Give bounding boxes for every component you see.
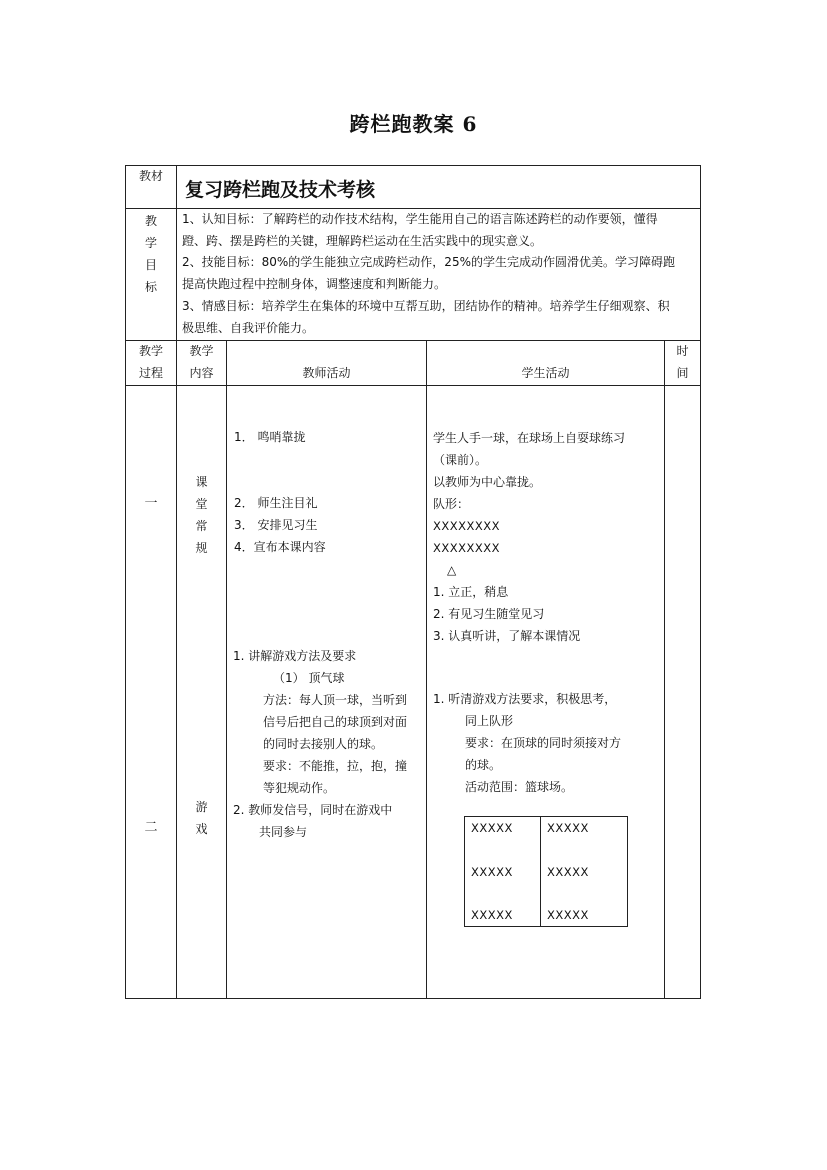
formation-cell: XXXXX (471, 865, 513, 879)
student-line: （课前）。 (433, 453, 488, 467)
content-char: 课 (195, 475, 208, 489)
teacher-line: 共同参与 (259, 825, 308, 839)
student-line: 学生人手一球，在球场上自耍球练习 (433, 431, 626, 445)
content-char: 堂 (195, 497, 208, 511)
formation-grid (464, 816, 628, 927)
student-line: 的球。 (465, 758, 502, 772)
table-border-top (125, 165, 701, 166)
teacher-line: 的同时去接别人的球。 (263, 737, 384, 751)
section1-content (177, 471, 226, 559)
formation-row: XXXXXXXX (433, 519, 501, 533)
teacher-line: 方法：每人顶一球，当听到 (263, 693, 408, 707)
teacher-line: 2. 教师发信号，同时在游戏中 (233, 803, 393, 817)
table-rule (426, 340, 427, 999)
col-header-content (177, 340, 226, 384)
formation-cell: XXXXX (471, 821, 513, 835)
student-line: 要求：在顶球的同时须接对方 (465, 736, 622, 750)
student-line: 2. 有见习生随堂见习 (433, 607, 545, 621)
teacher-line: 等犯规动作。 (263, 781, 336, 795)
teacher-triangle-icon: △ (447, 563, 457, 577)
col-header-text: 过程 (138, 366, 163, 380)
teacher-line: （1） 顶气球 (273, 671, 345, 685)
table-rule (176, 340, 177, 999)
section2-teacher (233, 645, 407, 843)
section2-content (177, 796, 226, 840)
col-header-text: 间 (676, 366, 689, 380)
student-line: 队形： (433, 497, 470, 511)
col-header-time (665, 340, 700, 384)
teacher-line: 1. 讲解游戏方法及要求 (233, 649, 357, 663)
goals-label-char: 学 (144, 236, 157, 250)
teacher-line: 信号后把自己的球顶到对面 (263, 715, 408, 729)
section1-process: 一 (144, 496, 158, 511)
section2-process: 二 (144, 820, 158, 835)
content-char: 规 (195, 541, 208, 555)
content-char: 常 (195, 519, 208, 533)
section1-student (433, 427, 625, 647)
page-title: 跨栏跑教案 6 (349, 112, 478, 136)
table-rule (226, 340, 227, 999)
table-rule (700, 165, 701, 999)
student-line: 1. 听清游戏方法要求，积极思考， (433, 692, 617, 706)
formation-cell: XXXXX (547, 908, 589, 922)
goals-label-char: 标 (144, 280, 157, 294)
col-header-text: 内容 (189, 366, 214, 380)
col-header-text: 教学 (138, 344, 163, 358)
col-header-text: 时 (676, 344, 689, 358)
content-char: 戏 (195, 822, 208, 836)
formation-divider (540, 817, 541, 926)
goals-line: 提高快跑过程中控制身体，调整速度和判断能力。 (182, 277, 447, 292)
goals-line: 3、情感目标：培养学生在集体的环境中互帮互助，团结协作的精神。培养学生仔细观察、积 (182, 298, 670, 313)
goals-label-char: 目 (144, 258, 157, 272)
section1-teacher-line: 1． 鸣哨靠拢 (234, 430, 306, 444)
section1-teacher-line: 2． 师生注目礼 (234, 496, 318, 510)
student-line: 1. 立正，稍息 (433, 585, 509, 599)
goals-label-char: 教 (144, 214, 157, 228)
section2-student (433, 688, 621, 798)
formation-row: XXXXXXXX (433, 541, 501, 555)
formation-cell: XXXXX (547, 865, 589, 879)
goals-text (182, 209, 675, 339)
table-rule (176, 165, 177, 341)
student-line: 3. 认真听讲，了解本课情况 (433, 629, 581, 643)
goals-line: 2、技能目标：80%的学生能独立完成跨栏动作，25%的学生完成动作圆滑优美。学习障碍跑 (182, 255, 675, 270)
student-line: 同上队形 (465, 714, 514, 728)
section1-teacher-line: 3． 安排见习生 (234, 518, 318, 532)
student-line: 以教师为中心靠拢。 (433, 475, 542, 489)
section1-teacher-line: 4．宣布本课内容 (234, 540, 326, 554)
table-rule (664, 340, 665, 999)
formation-cell: XXXXX (471, 908, 513, 922)
formation-cell: XXXXX (547, 821, 589, 835)
material-value: 复习跨栏跑及技术考核 (185, 179, 376, 201)
teacher-line: 要求：不能推，拉，抱，撞 (263, 759, 408, 773)
goals-label (126, 210, 176, 298)
student-line: 活动范围：篮球场。 (465, 780, 574, 794)
table-rule (125, 385, 701, 386)
col-header-process (126, 340, 176, 384)
table-border-bottom (125, 998, 701, 999)
goals-line: 极思维、自我评价能力。 (182, 320, 315, 335)
goals-line: 蹬、跨、摆是跨栏的关键，理解跨栏运动在生活实践中的现实意义。 (182, 233, 543, 248)
goals-line: 1、认知目标：了解跨栏的动作技术结构，学生能用自己的语言陈述跨栏的动作要领，懂得 (182, 212, 658, 226)
col-header-teacher: 教师活动 (302, 366, 351, 380)
col-header-text: 教学 (189, 344, 214, 358)
content-char: 游 (195, 800, 208, 814)
col-header-student: 学生活动 (521, 366, 570, 380)
material-label: 教材 (138, 169, 163, 183)
